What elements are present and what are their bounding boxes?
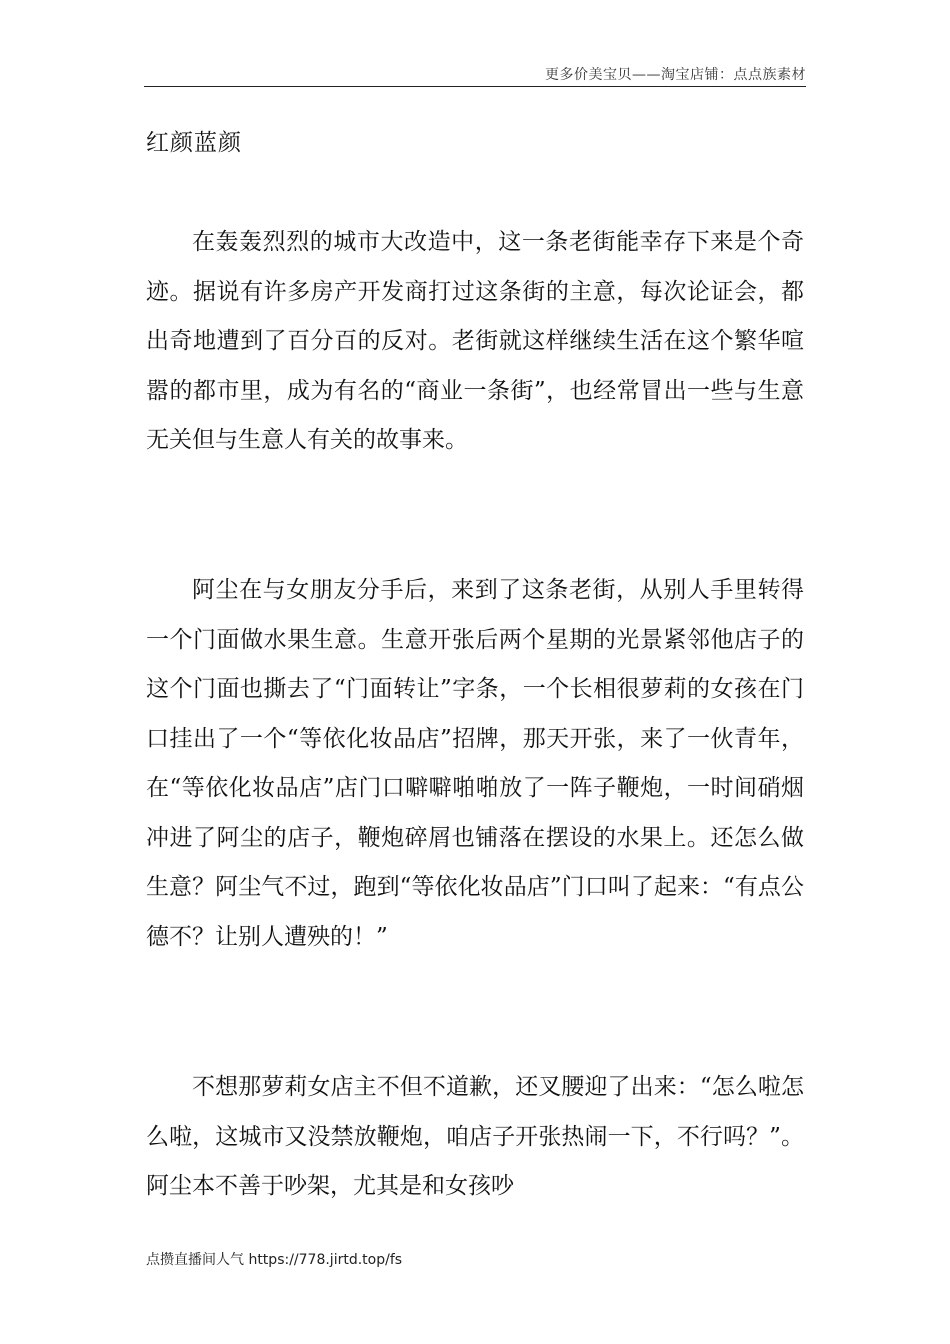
paragraph-2-block: [146, 566, 804, 962]
paragraph: 阿尘在与女朋友分手后，来到了这条老街，从别人手里转得一个门面做水果生意。生意开张后两个星期的光景紧邻他店子的这个门面也撕去了“门面转让”字条，一个长相很萝莉的女孩在门口挂出了一个“等依化妆品店”招牌，那天开张，来了一伙青年，在“等依化妆品店”店门口噼噼啪啪放了一阵子鞭炮，一时间硝烟冲进了阿尘的店子，鞭炮碎屑也铺落在摆设的水果上。还怎么做生意？阿尘气不过，跑到“等依化妆品店”门口叫了起来：“有点公德不？让别人遭殃的！”: [146, 577, 804, 950]
header-divider: [144, 86, 806, 87]
paragraph-1-block: [146, 218, 804, 466]
header-text: 更多价美宝贝——淘宝店铺：点点族素材: [545, 67, 806, 83]
paragraph: 不想那萝莉女店主不但不道歉，还叉腰迎了出来：“怎么啦怎么啦，这城市又没禁放鞭炮，咱店子开张热闹一下，不行吗？”。阿尘本不善于吵架，尤其是和女孩吵: [146, 1074, 804, 1199]
paragraph-3-block: [146, 1063, 804, 1212]
paragraph: 在轰轰烈烈的城市大改造中，这一条老街能幸存下来是个奇迹。据说有许多房产开发商打过这条街的主意，每次论证会，都出奇地遭到了百分百的反对。老街就这样继续生活在这个繁华喧嚣的都市里，成为有名的“商业一条街”，也经常冒出一些与生意无关但与生意人有关的故事来。: [146, 229, 804, 453]
document-title: 红颜蓝颜: [146, 130, 242, 156]
footer-link-text[interactable]: 点攒直播间人气 https://778.jirtd.top/fs: [146, 1252, 403, 1268]
